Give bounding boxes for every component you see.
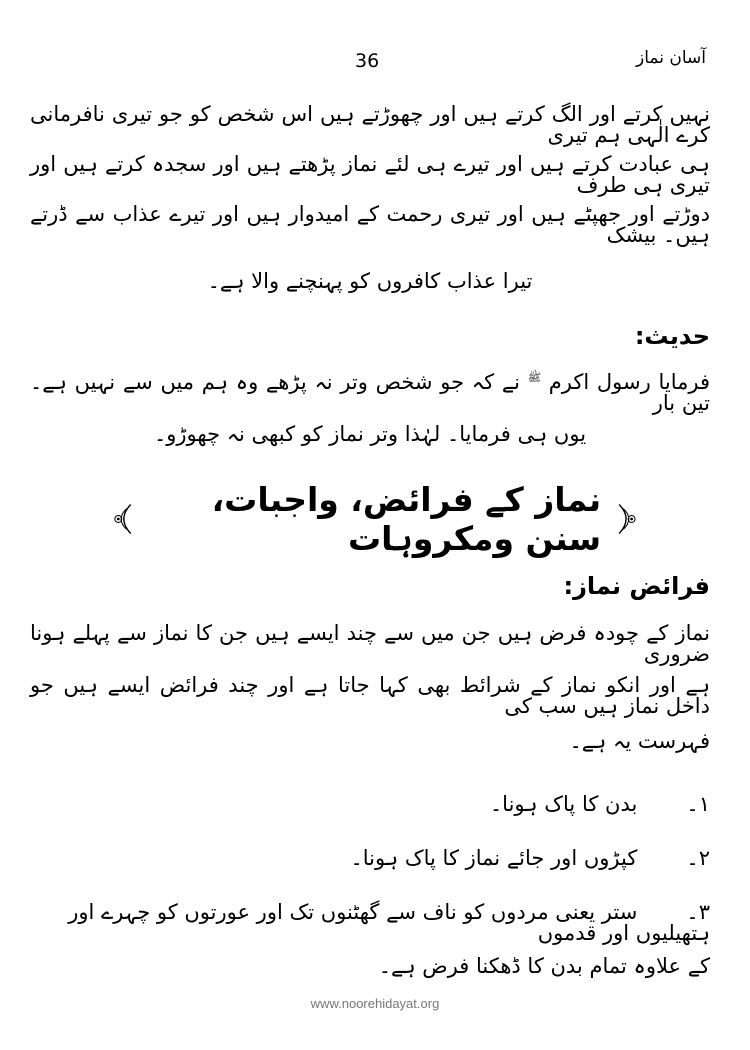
faraiz-line-3: فہرست یہ ہے۔ bbox=[569, 729, 710, 753]
list-number: ۳۔ bbox=[686, 900, 710, 924]
honorific-glyph: ﷺ bbox=[527, 371, 542, 384]
hadith-line-2: یوں ہی فرمایا۔ لہٰذا وتر نماز کو کبھی نہ چھوڑو۔ bbox=[153, 422, 587, 446]
footer-url: www.noorehidayat.org bbox=[310, 996, 440, 1011]
list-item bbox=[30, 794, 710, 815]
page-number: 36 bbox=[355, 50, 380, 72]
prayer-line-3: دوڑتے اور جھپٹے ہیں اور تیری رحمت کے امیدوار ہیں اور تیرے عذاب سے ڈرتے ہیں۔ بیشک bbox=[30, 202, 710, 247]
hadith-heading: حدیث: bbox=[634, 322, 710, 350]
left-ornament-icon bbox=[110, 494, 135, 544]
hadith-line-1-before: فرمایا رسول اکرم bbox=[548, 370, 710, 394]
faraiz-heading: فرائض نماز: bbox=[563, 572, 710, 600]
list-text: کپڑوں اور جائے نماز کا پاک ہونا۔ bbox=[350, 846, 638, 870]
hadith-line-1 bbox=[30, 372, 710, 414]
list-item bbox=[30, 848, 710, 869]
prayer-line-1: نہیں کرتے اور الگ کرتے ہیں اور چھوڑتے ہیں اس شخص کو جو تیری نافرمانی کرے الٰہی ہم تیری bbox=[30, 102, 710, 147]
right-ornament-icon bbox=[615, 494, 640, 544]
list-item bbox=[30, 902, 710, 944]
hadith-line-1-after: نے کہ جو شخص وتر نہ پڑھے وہ ہم میں سے نہیں ہے۔ تین بار bbox=[30, 370, 710, 415]
book-title: آسان نماز bbox=[636, 48, 706, 68]
list-text: بدن کا پاک ہونا۔ bbox=[489, 792, 638, 816]
section-title-banner bbox=[110, 480, 640, 558]
faraiz-line-2: ہے اور انکو نماز کے شرائط بھی کہا جاتا ہے اور چند فرائض ایسے ہیں جو داخل نماز ہیں سب کی bbox=[30, 673, 710, 718]
prayer-line-2: ہی عبادت کرتے ہیں اور تیرے ہی لئے نماز پڑھتے ہیں اور سجدہ کرتے ہیں اور تیری ہی طرف bbox=[30, 152, 710, 197]
prayer-line-4: تیرا عذاب کافروں کو پہنچنے والا ہے۔ bbox=[207, 269, 533, 293]
list-number: ۲۔ bbox=[686, 846, 710, 870]
list-text: ستر یعنی مردوں کو ناف سے گھٹنوں تک اور عورتوں کو چہرے اور ہتھیلیوں اور قدموں bbox=[68, 900, 710, 945]
list-number: ۱۔ bbox=[686, 792, 710, 816]
section-title: نماز کے فرائض، واجبات، سنن ومکروہات bbox=[211, 480, 602, 558]
list-item-continuation: کے علاوہ تمام بدن کا ڈھکنا فرض ہے۔ bbox=[378, 954, 710, 978]
faraiz-line-1: نماز کے چودہ فرض ہیں جن میں سے چند ایسے ہیں جن کا نماز سے پہلے ہونا ضروری bbox=[30, 621, 710, 666]
